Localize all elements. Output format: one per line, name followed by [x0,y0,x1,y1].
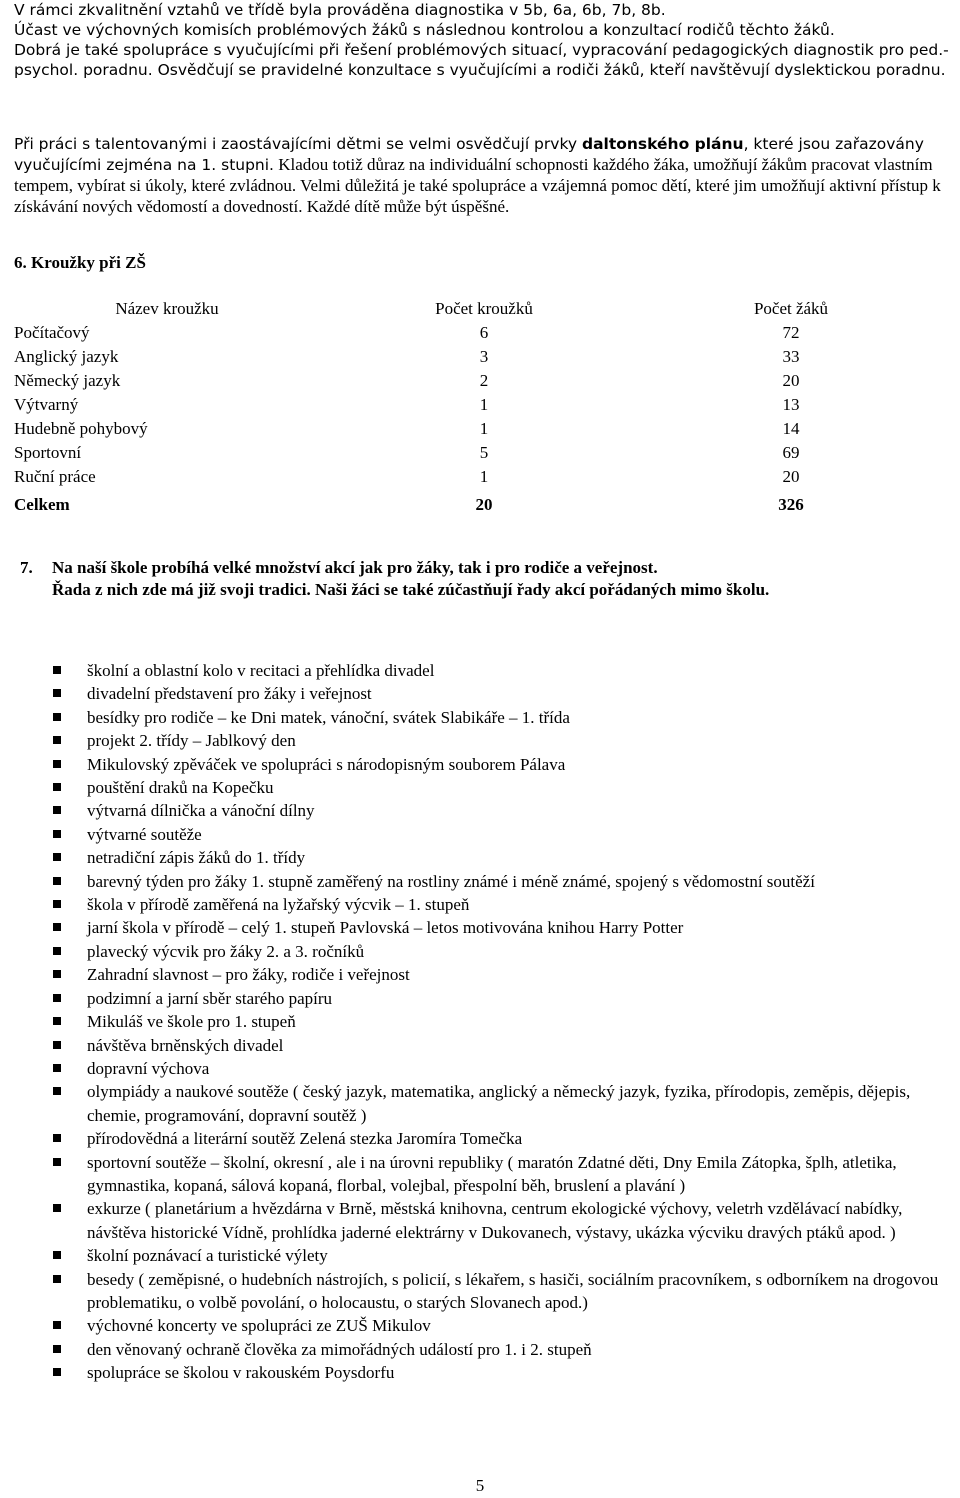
list-item-text: dopravní výchova [87,1058,210,1078]
club-count: 2 [479,371,489,390]
square-bullet-icon [53,923,61,931]
pupil-count: 20 [782,371,800,390]
pupil-count: 13 [782,395,800,414]
club-count: 6 [479,323,489,342]
list-item [53,893,943,916]
list-item [53,1268,943,1315]
square-bullet-icon [53,1064,61,1072]
list-item [53,963,943,986]
list-item [53,1034,943,1057]
club-name: Sportovní [14,443,82,462]
pupil-count: 69 [782,443,800,462]
list-item-text: návštěva brněnských divadel [87,1035,284,1055]
list-item-text: přírodovědná a literární soutěž Zelená stezka Jaromíra Tomečka [87,1129,523,1149]
list-item [53,659,943,682]
square-bullet-icon [53,1087,61,1095]
square-bullet-icon [53,947,61,955]
list-item [53,729,943,752]
square-bullet-icon [53,689,61,697]
list-item-text: olympiády a naukové soutěže ( český jazyk, matematika, anglický a německý jazyk, fyzika, přírodopis, zeměpis, dějepis, chemie, programování, dopravní soutěž ) [87,1082,911,1125]
square-bullet-icon [53,900,61,908]
pupil-count: 72 [782,323,800,342]
list-item [53,799,943,822]
club-name: Německý jazyk [14,371,121,390]
list-item [53,940,943,963]
section-7-heading [20,557,769,601]
club-count: 1 [479,467,489,486]
list-item [53,682,943,705]
total-pupil-count: 326 [778,495,804,514]
section-7-line-1: Na naší škole probíhá velké množství akcí jak pro žáky, tak i pro rodiče a veřejnost. [52,558,658,577]
table-row [14,441,934,465]
table-row [14,417,934,441]
pupil-count: 14 [782,419,800,438]
list-item-text: školní a oblastní kolo v recitaci a přehlídka divadel [87,661,435,680]
section-6-heading: 6. Kroužky při ZŠ [14,253,146,272]
square-bullet-icon [53,1134,61,1142]
list-item-text: spolupráce se školou v rakouském Poysdorfu [87,1363,395,1383]
club-name: Počítačový [14,323,90,342]
list-item [53,823,943,846]
list-item-text: divadelní představení pro žáky i veřejnost [87,684,372,704]
list-item [53,846,943,869]
intro-line-commissions: Účast ve výchovných komisích problémových žáků s následnou kontrolou a konzultací rodičů těchto žáků. [14,21,835,39]
list-item-text: škola v přírodě zaměřená na lyžařský výcvik – 1. stupeň [87,895,470,915]
dalton-plan-bold: daltonského plánu [581,135,744,153]
list-item [53,753,943,776]
list-item [53,1127,943,1150]
list-item [53,1057,943,1080]
list-item-text: výchovné koncerty ve spolupráci ze ZUŠ Mikulov [87,1316,431,1336]
square-bullet-icon [53,1368,61,1376]
square-bullet-icon [53,806,61,814]
list-item-text: exkurze ( planetárium a hvězdárna v Brně, městská knihovna, centrum ekologické výchovy, veletrh vzdělávací nabídky, návštěva historické Vídně, prohlídka jaderné elektrárny v Dukovanech, výstavy, ukázka výcviku dravých ptáků apod. ) [87,1199,903,1242]
list-item [53,916,943,939]
club-name: Anglický jazyk [14,347,119,366]
list-item [53,1314,943,1337]
list-item-text: den věnovaný ochraně člověka za mimořádných událostí pro 1. i 2. stupeň [87,1339,592,1359]
club-count: 1 [479,395,489,414]
list-item [53,1338,943,1361]
dalton-plan-paragraph [14,133,950,217]
club-name: Výtvarný [14,395,79,414]
square-bullet-icon [53,1158,61,1166]
list-item-text: jarní škola v přírodě – celý 1. stupeň Pavlovská – letos motivována knihou Harry Potter [87,918,684,938]
square-bullet-icon [53,877,61,885]
club-count: 5 [479,443,489,462]
list-item-text: besedy ( zeměpisné, o hudebních nástrojích, s policií, s lékařem, s hasiči, sociálním pracovníkem, s odborníkem na drogovou problematiku, o volbě povolání, o holocaustu, o starých Slovanech apod.) [87,1269,939,1312]
square-bullet-icon [53,1041,61,1049]
square-bullet-icon [53,970,61,978]
total-club-count: 20 [475,495,493,514]
intro-paragraph [14,0,950,80]
table-total-row [14,489,934,521]
club-count: 1 [479,419,489,438]
square-bullet-icon [53,783,61,791]
list-item-text: barevný týden pro žáky 1. stupně zaměřený na rostliny známé i méně známé, spojený s vědomostní soutěží [87,871,815,891]
table-row [14,321,934,345]
square-bullet-icon [53,1321,61,1329]
list-item-text: besídky pro rodiče – ke Dni matek, vánoční, svátek Slabikáře – 1. třída [87,707,570,727]
square-bullet-icon [53,1017,61,1025]
list-item-text: výtvarné soutěže [87,824,202,844]
list-item [53,987,943,1010]
square-bullet-icon [53,853,61,861]
list-item-text: projekt 2. třídy – Jablkový den [87,731,296,751]
header-club-name: Název kroužku [115,299,219,318]
list-item [53,776,943,799]
list-item [53,1010,943,1033]
intro-line-cooperation: Dobrá je také spolupráce s vyučujícími při řešení problémových situací, vypracování pedagogických diagnostik pro ped.- psychol. poradnu. Osvědčují se pravidelné konzultace s vyučujícími a rodiči žáků, kteří navštěvují dyslektickou poradnu. [14,41,949,79]
table-header-row [14,297,934,321]
list-item-text: Mikuláš ve škole pro 1. stupeň [87,1012,296,1032]
list-item [53,1151,943,1198]
dalton-text-start: Při práci s talentovanými i zaostávajícími dětmi se velmi osvědčují prvky [14,135,582,153]
list-item-text: netradiční zápis žáků do 1. třídy [87,848,306,868]
events-list [53,659,943,1385]
square-bullet-icon [53,713,61,721]
list-item-text: pouštění draků na Kopečku [87,778,274,798]
square-bullet-icon [53,1275,61,1283]
list-item-text: plavecký výcvik pro žáky 2. a 3. ročníků [87,941,365,961]
list-item-text: podzimní a jarní sběr starého papíru [87,988,333,1008]
table-row [14,465,934,489]
club-name: Ruční práce [14,467,96,486]
list-item-text: Zahradní slavnost – pro žáky, rodiče i veřejnost [87,965,410,985]
square-bullet-icon [53,994,61,1002]
list-item [53,706,943,729]
pupil-count: 33 [782,347,800,366]
list-item [53,1197,943,1244]
square-bullet-icon [53,1204,61,1212]
square-bullet-icon [53,736,61,744]
dalton-text-end: Kladou totiž důraz na individuální schopnosti každého žáka, umožňují žákům pracovat vlastním tempem, vybírat si úkoly, které zvládnou. Velmi důležitá je také spolupráce a vzájemná pomoc dětí, které jim umožňují aktivní přístup k získávání nových vědomostí a dovedností. Každé dítě může být úspěšné. [14,155,941,216]
list-item [53,1080,943,1127]
table-row [14,369,934,393]
square-bullet-icon [53,830,61,838]
square-bullet-icon [53,1345,61,1353]
square-bullet-icon [53,760,61,768]
total-label: Celkem [14,495,70,514]
list-item-text: výtvarná dílnička a vánoční dílny [87,801,315,821]
pupil-count: 20 [782,467,800,486]
list-item-text: Mikulovský zpěváček ve spolupráci s národopisným souborem Pálava [87,754,566,774]
section-7-number: 7. [20,558,33,577]
list-item-text: školní poznávací a turistické výlety [87,1246,328,1266]
table-row [14,393,934,417]
list-item [53,1361,943,1384]
club-count: 3 [479,347,489,366]
header-pupil-count: Počet žáků [753,299,829,318]
page-number: 5 [475,1476,485,1495]
section-7-line-2: Řada z nich zde má již svoji tradici. Naši žáci se také zúčastňují řady akcí pořádaných mimo školu. [52,580,770,599]
list-item-text: sportovní soutěže – školní, okresní , ale i na úrovni republiky ( maratón Zdatné děti, Dny Emila Zátopka, šplh, atletika, gymnastika, kopaná, sálová kopaná, florbal, volejbal, přespolní běh, bruslení a plavání ) [87,1152,897,1195]
dalton-text-middle: , které jsou zařazovány vyučujícími zejména na 1. stupni. [14,135,924,174]
list-item [53,870,943,893]
club-name: Hudebně pohybový [14,419,148,438]
list-item [53,1244,943,1267]
square-bullet-icon [53,666,61,674]
header-club-count: Počet kroužků [435,299,533,318]
square-bullet-icon [53,1251,61,1259]
intro-line-diagnostics: V rámci zkvalitnění vztahů ve třídě byla prováděna diagnostika v 5b, 6a, 6b, 7b, 8b. [14,1,666,19]
table-row [14,345,934,369]
clubs-table [14,297,934,521]
